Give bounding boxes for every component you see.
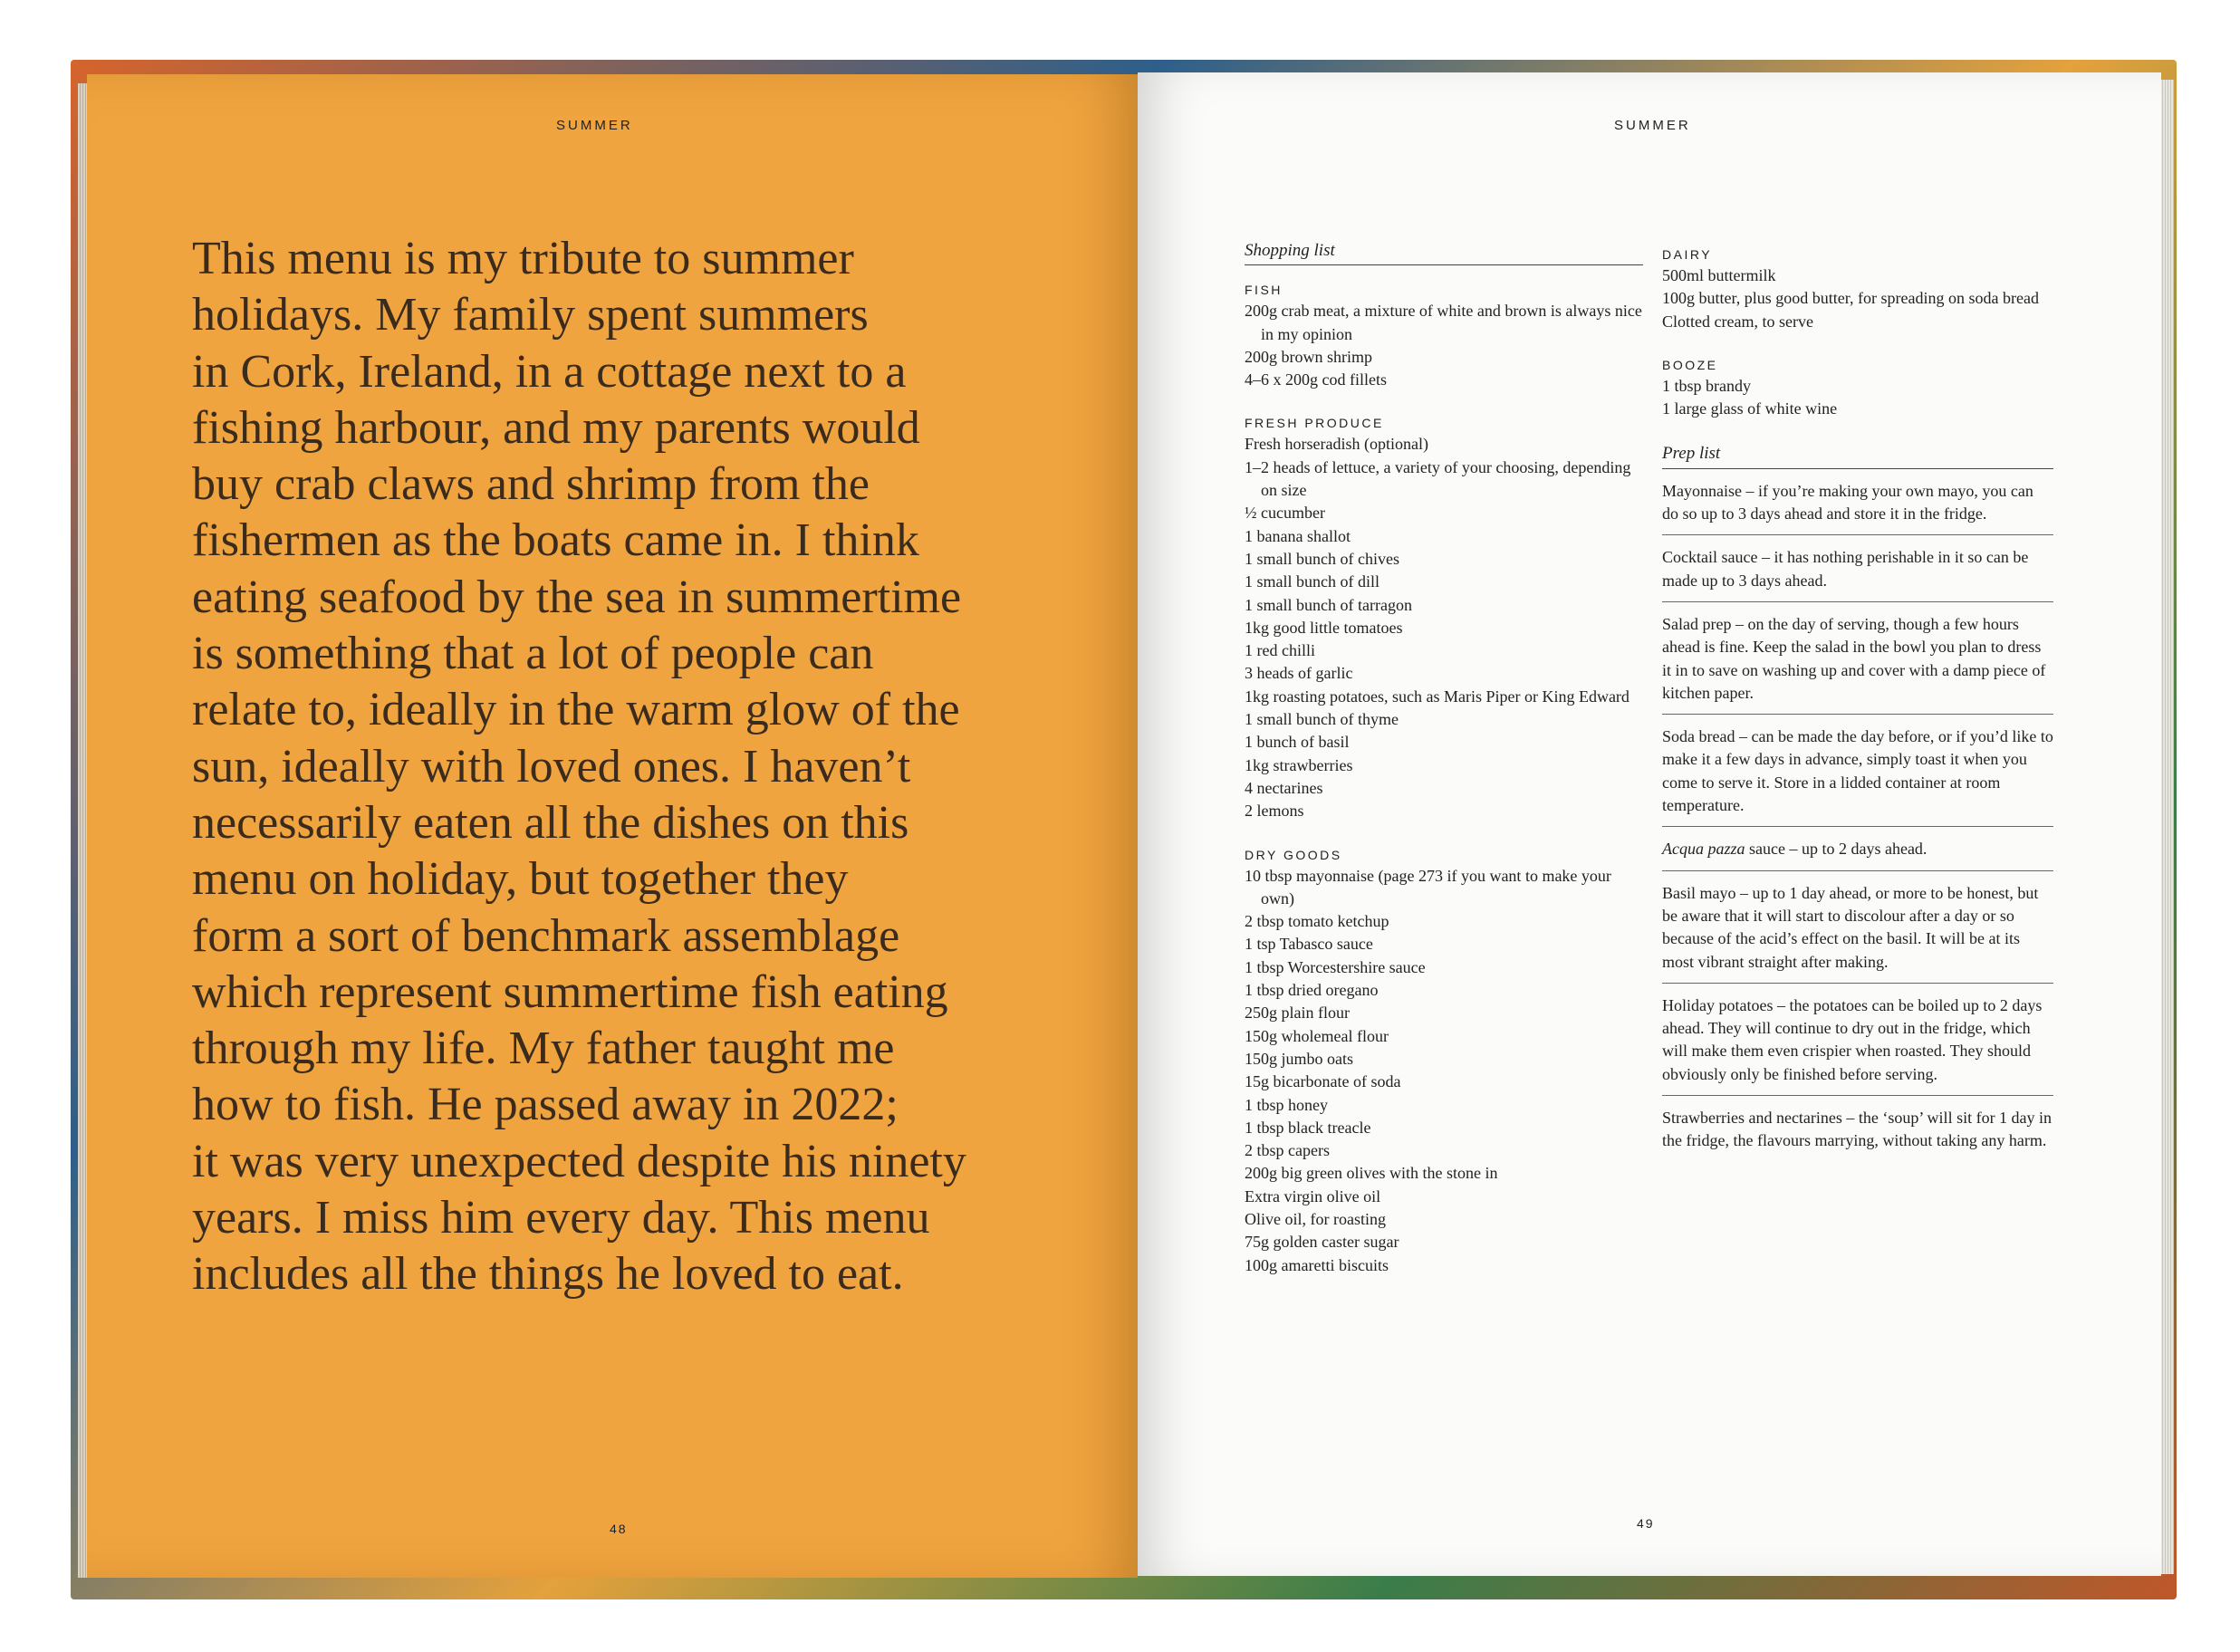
list-item: 4 nectarines: [1245, 778, 1323, 797]
list-item: 200g big green olives with the stone in: [1245, 1164, 1498, 1183]
prep-item: [1662, 1107, 2053, 1162]
prep-item-text: Salad prep – on the day of serving, though a few hours ahead is fine. Keep the salad in the bowl you plan to dress it in to save on washing up and cover with a damp piece of kitchen paper.: [1662, 614, 2046, 702]
list-item: 75g golden caster sugar: [1245, 1233, 1399, 1252]
list-item: 1 tbsp dried oregano: [1245, 981, 1379, 1000]
prep-item: [1662, 838, 2053, 870]
list-item: 1 banana shallot: [1245, 526, 1351, 545]
list-item: 1 tbsp brandy: [1662, 376, 1751, 395]
prep-item: [1662, 480, 2053, 536]
list-item: 1 tbsp Worcestershire sauce: [1245, 957, 1426, 976]
list-item: 200g crab meat, a mixture of white and brown is always nice in my opinion: [1245, 302, 1642, 343]
list-item: 1 small bunch of chives: [1245, 549, 1399, 568]
list-item: 1 tbsp honey: [1245, 1095, 1328, 1114]
list-item: 1kg good little tomatoes: [1245, 618, 1403, 637]
list-item: 1 tbsp black treacle: [1245, 1118, 1371, 1137]
list-item: 250g plain flour: [1245, 1004, 1350, 1023]
list-item: 1 large glass of white wine: [1662, 399, 1838, 418]
page-number-left: 48: [610, 1522, 628, 1536]
prep-item-text: Holiday potatoes – the potatoes can be boiled up to 2 days ahead. They will continue to dry out in the fridge, which will make them even crispier when roasted. They should obviously only be finished before serving.: [1662, 995, 2043, 1083]
list-item: 1 red chilli: [1245, 641, 1315, 660]
list-item: Clotted cream, to serve: [1662, 312, 1813, 331]
list-item: 150g wholemeal flour: [1245, 1026, 1389, 1045]
list-item: 2 tbsp tomato ketchup: [1245, 912, 1389, 931]
section-dry-goods: [1245, 845, 1643, 1277]
list-item: 1kg strawberries: [1245, 755, 1353, 774]
prep-list: [1662, 480, 2053, 1162]
list-item: Olive oil, for roasting: [1245, 1209, 1386, 1228]
prep-item-text: Strawberries and nectarines – the ‘soup’ will sit for 1 day in the fridge, the flavours marrying, without taking any harm.: [1662, 1109, 2053, 1150]
prep-item-lead: Acqua pazza: [1662, 840, 1745, 859]
list-item: 150g jumbo oats: [1245, 1049, 1353, 1068]
section-fish: [1245, 280, 1643, 391]
list-item: 100g amaretti biscuits: [1245, 1255, 1389, 1274]
list-item: Fresh horseradish (optional): [1245, 435, 1428, 454]
shopping-list-column: [1245, 239, 1643, 1299]
section-fresh-produce: [1245, 413, 1643, 822]
shopping-list-title: Shopping list: [1245, 239, 1643, 265]
list-item: ½ cucumber: [1245, 504, 1325, 523]
section-dairy: [1662, 245, 2053, 333]
list-item: 1 bunch of basil: [1245, 733, 1350, 752]
prep-item-text: Soda bread – can be made the day before, or if you’d like to make it a few days in advance, simply toast it when you come to serve it. Store in a lidded container at room temperature.: [1662, 727, 2053, 815]
shopping-list-sections: [1245, 280, 1643, 1277]
prep-item: [1662, 613, 2053, 715]
prep-item-text: Basil mayo – up to 1 day ahead, or more to be honest, but be aware that it will start to discolour after a day or so because of the acid’s effect on the basil. It will be at its most vibrant straight after making.: [1662, 883, 2039, 971]
section-heading: FRESH PRODUCE: [1245, 416, 1384, 431]
prep-item: [1662, 994, 2053, 1096]
section-heading: BOOZE: [1662, 357, 1718, 372]
page-number-right: 49: [1637, 1516, 1655, 1531]
dairy-booze-prep-column: [1662, 245, 2053, 1173]
running-head-right: SUMMER: [1614, 118, 1691, 133]
intro-text: This menu is my tribute to summer holidays. My family spent summers in Cork, Ireland, in a cottage next to a fishing harbour, and my parents would buy crab claws and shrimp from the fishermen as the boats came in. I think eating seafood by the sea in summertime is something that a lot of people can relate to, ideally in the warm glow of the sun, ideally with loved ones. I haven’t necessarily eaten all the dishes on this menu on holiday, but together they form a sort of benchmark assemblage which represent summertime fish eating through my life. My father taught me how to fish. He passed away in 2022; it was very unexpected despite his ninety years. I miss him every day. This menu includes all the things he loved to eat.: [192, 233, 966, 1301]
prep-item: [1662, 882, 2053, 984]
list-item: 1–2 heads of lettuce, a variety of your choosing, depending on size: [1245, 457, 1631, 500]
list-item: 1kg roasting potatoes, such as Maris Piper or King Edward: [1245, 687, 1630, 706]
prep-item-text: Mayonnaise – if you’re making your own mayo, you can do so up to 3 days ahead and store it in the fridge.: [1662, 481, 2033, 523]
prep-item: [1662, 546, 2053, 602]
shopping-list-sections-right: [1662, 245, 2053, 420]
section-heading: FISH: [1245, 283, 1283, 298]
section-booze: [1662, 355, 2053, 421]
prep-item-text: sauce – up to 2 days ahead.: [1745, 840, 1928, 859]
list-item: 4–6 x 200g cod fillets: [1245, 370, 1387, 389]
list-item: 200g brown shrimp: [1245, 347, 1372, 366]
list-item: 2 lemons: [1245, 802, 1304, 821]
list-item: 1 small bunch of dill: [1245, 572, 1380, 591]
section-heading: DRY GOODS: [1245, 847, 1342, 862]
list-item: 2 tbsp capers: [1245, 1141, 1330, 1160]
list-item: 1 small bunch of tarragon: [1245, 595, 1412, 614]
prep-item: [1662, 725, 2053, 827]
list-item: Extra virgin olive oil: [1245, 1186, 1381, 1205]
list-item: 10 tbsp mayonnaise (page 273 if you want to make your own): [1245, 866, 1611, 908]
section-heading: DAIRY: [1662, 247, 1713, 262]
list-item: 3 heads of garlic: [1245, 664, 1353, 683]
list-item: 1 small bunch of thyme: [1245, 710, 1399, 729]
prep-item-text: Cocktail sauce – it has nothing perishable in it so can be made up to 3 days ahead.: [1662, 548, 2029, 590]
prep-list-title: Prep list: [1662, 442, 2053, 468]
list-item: 1 tsp Tabasco sauce: [1245, 935, 1373, 954]
list-item: 500ml buttermilk: [1662, 266, 1776, 284]
list-item: 15g bicarbonate of soda: [1245, 1072, 1401, 1091]
list-item: 100g butter, plus good butter, for spreading on soda bread: [1662, 289, 2039, 308]
running-head-left: SUMMER: [556, 118, 633, 133]
